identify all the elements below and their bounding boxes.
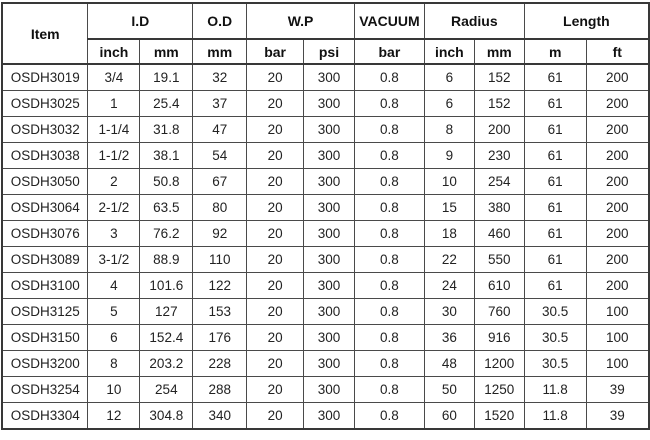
value-cell: 460 bbox=[474, 221, 524, 247]
value-cell: 1200 bbox=[474, 351, 524, 377]
value-cell: 0.8 bbox=[354, 64, 424, 91]
value-cell: 0.8 bbox=[354, 117, 424, 143]
value-cell: 80 bbox=[193, 195, 247, 221]
table-row bbox=[2, 195, 649, 221]
value-cell: 153 bbox=[193, 299, 247, 325]
value-cell: 304.8 bbox=[140, 403, 193, 430]
value-cell: 20 bbox=[247, 247, 304, 273]
value-cell: 0.8 bbox=[354, 325, 424, 351]
table-row bbox=[2, 325, 649, 351]
value-cell: 152 bbox=[474, 64, 524, 91]
item-cell: OSDH3038 bbox=[2, 143, 88, 169]
table-row bbox=[2, 117, 649, 143]
unit-header-3: bar bbox=[247, 39, 304, 64]
value-cell: 203.2 bbox=[140, 351, 193, 377]
value-cell: 36 bbox=[424, 325, 474, 351]
value-cell: 1-1/4 bbox=[88, 117, 140, 143]
value-cell: 254 bbox=[140, 377, 193, 403]
value-cell: 61 bbox=[524, 195, 586, 221]
value-cell: 300 bbox=[304, 351, 355, 377]
value-cell: 10 bbox=[88, 377, 140, 403]
value-cell: 610 bbox=[474, 273, 524, 299]
value-cell: 50.8 bbox=[140, 169, 193, 195]
value-cell: 200 bbox=[586, 143, 649, 169]
value-cell: 0.8 bbox=[354, 169, 424, 195]
value-cell: 50 bbox=[424, 377, 474, 403]
value-cell: 152 bbox=[474, 91, 524, 117]
item-cell: OSDH3032 bbox=[2, 117, 88, 143]
value-cell: 20 bbox=[247, 221, 304, 247]
value-cell: 20 bbox=[247, 377, 304, 403]
table-header bbox=[2, 3, 649, 64]
value-cell: 92 bbox=[193, 221, 247, 247]
table-row bbox=[2, 221, 649, 247]
table-row bbox=[2, 273, 649, 299]
value-cell: 9 bbox=[424, 143, 474, 169]
value-cell: 230 bbox=[474, 143, 524, 169]
value-cell: 200 bbox=[586, 91, 649, 117]
table-row bbox=[2, 91, 649, 117]
value-cell: 20 bbox=[247, 325, 304, 351]
table-row bbox=[2, 247, 649, 273]
column-group-length: Length bbox=[524, 3, 649, 39]
item-cell: OSDH3254 bbox=[2, 377, 88, 403]
value-cell: 200 bbox=[586, 247, 649, 273]
value-cell: 100 bbox=[586, 299, 649, 325]
value-cell: 20 bbox=[247, 143, 304, 169]
value-cell: 5 bbox=[88, 299, 140, 325]
value-cell: 100 bbox=[586, 325, 649, 351]
table-row bbox=[2, 403, 649, 430]
table-body bbox=[2, 64, 649, 429]
value-cell: 110 bbox=[193, 247, 247, 273]
value-cell: 760 bbox=[474, 299, 524, 325]
value-cell: 200 bbox=[586, 117, 649, 143]
value-cell: 380 bbox=[474, 195, 524, 221]
item-cell: OSDH3089 bbox=[2, 247, 88, 273]
item-cell: OSDH3019 bbox=[2, 64, 88, 91]
value-cell: 122 bbox=[193, 273, 247, 299]
value-cell: 20 bbox=[247, 91, 304, 117]
value-cell: 0.8 bbox=[354, 377, 424, 403]
value-cell: 3-1/2 bbox=[88, 247, 140, 273]
value-cell: 300 bbox=[304, 91, 355, 117]
value-cell: 25.4 bbox=[140, 91, 193, 117]
value-cell: 0.8 bbox=[354, 143, 424, 169]
value-cell: 200 bbox=[586, 169, 649, 195]
value-cell: 20 bbox=[247, 273, 304, 299]
value-cell: 0.8 bbox=[354, 403, 424, 430]
item-cell: OSDH3304 bbox=[2, 403, 88, 430]
item-cell: OSDH3100 bbox=[2, 273, 88, 299]
value-cell: 300 bbox=[304, 377, 355, 403]
column-group-id: I.D bbox=[88, 3, 193, 39]
unit-header-5: bar bbox=[354, 39, 424, 64]
value-cell: 63.5 bbox=[140, 195, 193, 221]
unit-header-8: m bbox=[524, 39, 586, 64]
unit-header-4: psi bbox=[304, 39, 355, 64]
value-cell: 0.8 bbox=[354, 91, 424, 117]
column-group-vacuum: VACUUM bbox=[354, 3, 424, 39]
value-cell: 300 bbox=[304, 325, 355, 351]
unit-header-1: mm bbox=[140, 39, 193, 64]
value-cell: 11.8 bbox=[524, 377, 586, 403]
value-cell: 61 bbox=[524, 143, 586, 169]
value-cell: 61 bbox=[524, 221, 586, 247]
value-cell: 10 bbox=[424, 169, 474, 195]
value-cell: 48 bbox=[424, 351, 474, 377]
value-cell: 288 bbox=[193, 377, 247, 403]
table-row bbox=[2, 143, 649, 169]
value-cell: 30.5 bbox=[524, 351, 586, 377]
value-cell: 300 bbox=[304, 195, 355, 221]
value-cell: 0.8 bbox=[354, 351, 424, 377]
value-cell: 0.8 bbox=[354, 299, 424, 325]
value-cell: 61 bbox=[524, 169, 586, 195]
value-cell: 228 bbox=[193, 351, 247, 377]
table-row bbox=[2, 169, 649, 195]
value-cell: 20 bbox=[247, 117, 304, 143]
value-cell: 1-1/2 bbox=[88, 143, 140, 169]
header-row-groups bbox=[2, 3, 649, 39]
value-cell: 0.8 bbox=[354, 221, 424, 247]
unit-header-6: inch bbox=[424, 39, 474, 64]
value-cell: 30.5 bbox=[524, 299, 586, 325]
value-cell: 32 bbox=[193, 64, 247, 91]
value-cell: 67 bbox=[193, 169, 247, 195]
value-cell: 19.1 bbox=[140, 64, 193, 91]
value-cell: 20 bbox=[247, 403, 304, 430]
value-cell: 20 bbox=[247, 195, 304, 221]
value-cell: 61 bbox=[524, 273, 586, 299]
unit-header-9: ft bbox=[586, 39, 649, 64]
value-cell: 300 bbox=[304, 143, 355, 169]
value-cell: 1 bbox=[88, 91, 140, 117]
value-cell: 54 bbox=[193, 143, 247, 169]
value-cell: 18 bbox=[424, 221, 474, 247]
value-cell: 101.6 bbox=[140, 273, 193, 299]
table-row bbox=[2, 299, 649, 325]
unit-header-0: inch bbox=[88, 39, 140, 64]
value-cell: 916 bbox=[474, 325, 524, 351]
value-cell: 4 bbox=[88, 273, 140, 299]
item-cell: OSDH3125 bbox=[2, 299, 88, 325]
value-cell: 1520 bbox=[474, 403, 524, 430]
value-cell: 8 bbox=[88, 351, 140, 377]
header-cell-item: Item bbox=[2, 3, 88, 64]
value-cell: 100 bbox=[586, 351, 649, 377]
value-cell: 61 bbox=[524, 247, 586, 273]
value-cell: 200 bbox=[586, 273, 649, 299]
value-cell: 61 bbox=[524, 64, 586, 91]
value-cell: 30.5 bbox=[524, 325, 586, 351]
value-cell: 200 bbox=[586, 64, 649, 91]
value-cell: 39 bbox=[586, 377, 649, 403]
unit-header-2: mm bbox=[193, 39, 247, 64]
value-cell: 127 bbox=[140, 299, 193, 325]
unit-header-7: mm bbox=[474, 39, 524, 64]
value-cell: 200 bbox=[474, 117, 524, 143]
item-cell: OSDH3076 bbox=[2, 221, 88, 247]
value-cell: 2-1/2 bbox=[88, 195, 140, 221]
value-cell: 76.2 bbox=[140, 221, 193, 247]
value-cell: 3 bbox=[88, 221, 140, 247]
item-cell: OSDH3150 bbox=[2, 325, 88, 351]
value-cell: 61 bbox=[524, 91, 586, 117]
value-cell: 0.8 bbox=[354, 247, 424, 273]
value-cell: 15 bbox=[424, 195, 474, 221]
value-cell: 31.8 bbox=[140, 117, 193, 143]
hose-spec-table bbox=[1, 2, 650, 430]
item-cell: OSDH3200 bbox=[2, 351, 88, 377]
value-cell: 11.8 bbox=[524, 403, 586, 430]
value-cell: 6 bbox=[88, 325, 140, 351]
table-row bbox=[2, 351, 649, 377]
value-cell: 300 bbox=[304, 64, 355, 91]
value-cell: 22 bbox=[424, 247, 474, 273]
table-row bbox=[2, 64, 649, 91]
value-cell: 39 bbox=[586, 403, 649, 430]
value-cell: 300 bbox=[304, 247, 355, 273]
value-cell: 0.8 bbox=[354, 195, 424, 221]
value-cell: 61 bbox=[524, 117, 586, 143]
value-cell: 254 bbox=[474, 169, 524, 195]
column-group-wp: W.P bbox=[247, 3, 355, 39]
value-cell: 300 bbox=[304, 117, 355, 143]
value-cell: 200 bbox=[586, 195, 649, 221]
value-cell: 60 bbox=[424, 403, 474, 430]
item-cell: OSDH3064 bbox=[2, 195, 88, 221]
value-cell: 24 bbox=[424, 273, 474, 299]
table-row bbox=[2, 377, 649, 403]
value-cell: 8 bbox=[424, 117, 474, 143]
value-cell: 300 bbox=[304, 299, 355, 325]
value-cell: 0.8 bbox=[354, 273, 424, 299]
value-cell: 200 bbox=[586, 221, 649, 247]
column-group-od: O.D bbox=[193, 3, 247, 39]
value-cell: 300 bbox=[304, 403, 355, 430]
value-cell: 6 bbox=[424, 91, 474, 117]
value-cell: 550 bbox=[474, 247, 524, 273]
value-cell: 300 bbox=[304, 221, 355, 247]
value-cell: 20 bbox=[247, 351, 304, 377]
value-cell: 6 bbox=[424, 64, 474, 91]
value-cell: 20 bbox=[247, 169, 304, 195]
column-group-radius: Radius bbox=[424, 3, 524, 39]
value-cell: 176 bbox=[193, 325, 247, 351]
value-cell: 47 bbox=[193, 117, 247, 143]
value-cell: 20 bbox=[247, 64, 304, 91]
value-cell: 152.4 bbox=[140, 325, 193, 351]
header-row-units bbox=[2, 39, 649, 64]
value-cell: 37 bbox=[193, 91, 247, 117]
value-cell: 1250 bbox=[474, 377, 524, 403]
value-cell: 38.1 bbox=[140, 143, 193, 169]
item-cell: OSDH3050 bbox=[2, 169, 88, 195]
value-cell: 300 bbox=[304, 273, 355, 299]
item-cell: OSDH3025 bbox=[2, 91, 88, 117]
value-cell: 3/4 bbox=[88, 64, 140, 91]
value-cell: 12 bbox=[88, 403, 140, 430]
value-cell: 2 bbox=[88, 169, 140, 195]
value-cell: 20 bbox=[247, 299, 304, 325]
value-cell: 88.9 bbox=[140, 247, 193, 273]
value-cell: 340 bbox=[193, 403, 247, 430]
value-cell: 30 bbox=[424, 299, 474, 325]
value-cell: 300 bbox=[304, 169, 355, 195]
